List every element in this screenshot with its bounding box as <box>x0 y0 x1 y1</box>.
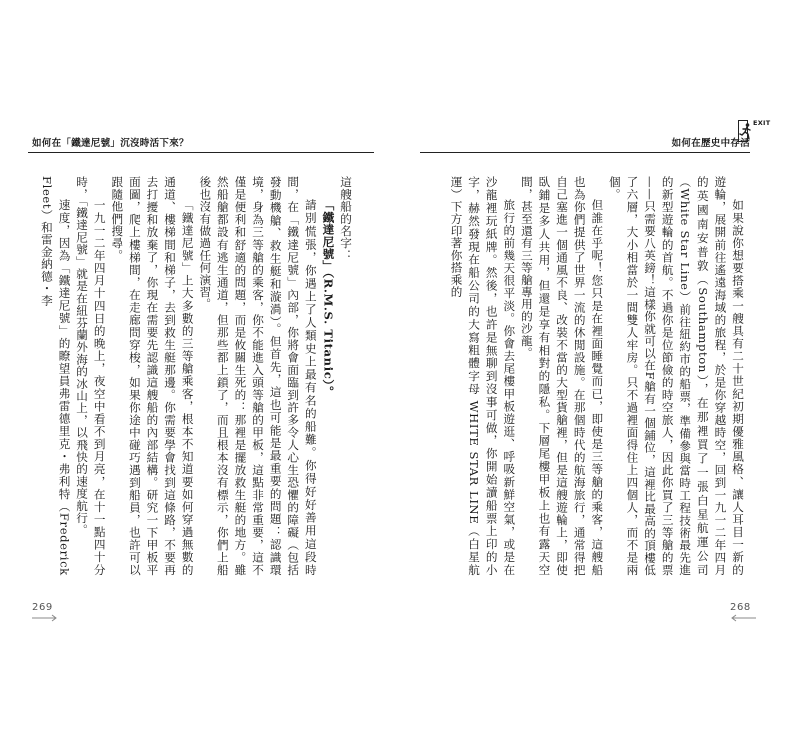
running-man-icon <box>738 120 752 142</box>
running-header-left: 如何在「鐵達尼號」沉沒時活下來？ <box>32 138 189 149</box>
left-page-body <box>34 176 354 576</box>
paragraph: 如果說你想要搭乘一艘具有二十世紀初期優雅風格、讓人耳目一新的遊輪，展開前往遙遠海域的旅程，於是你穿越時空，回到一九一二年四月的英國南安普敦（Southampton），在那裡買了一張白星航運公司（White Star Line）前往紐約市的船票，準備參與當時工程技術最先進的新型遊輪的首航。不過你是位節儉的時空旅人，因此你買了三等艙的票——只需要八英鎊！這樣你就可以在F艙有一個鋪位，這裡比最高的頂樓低了六層，大小相當於一間雙人牢房。只不過裡面得住上四個人，而不是兩個。 <box>607 176 745 576</box>
right-page <box>410 118 772 638</box>
running-header-right: 如何在歷史中存活 <box>671 138 750 149</box>
paragraph: 速度，因為「鐵達尼號」的瞭望員弗雷德里克・弗利特（Frederick Fleet）和雷金納德・李 <box>39 176 72 576</box>
arrow-right-icon <box>32 614 58 622</box>
paragraph: 請別慌張，你遇上了人類史上最有名的船難。你得好好善用這段時間，在「鐵達尼號」內部，你將會面臨到許多令人心生恐懼的障礙（包括發動機艙、救生艇和漩渦）。但首先，這也可能是最重要的問題：認識環境，身為三等艙的乘客，你不能進入頭等艙的甲板，這點非常重要，這不僅是便利和舒適的問題，而是攸關生死的：那裡是擺放救生艇的地方。雖然船艙都設有逃生通道，但那些都上鎖了，而且根本沒有標示，你們上船後也沒有做過任何演習。 <box>198 176 318 576</box>
paragraph: 但誰在乎呢！您只是在裡面睡覺而已，即使是三等艙的乘客，這艘船也為你們提供了世界一流的休閒設施。在那個時代的航海旅行，通常得把自己塞進一個通風不良、改裝不當的大型貨艙裡，但是這艘遊輪上，即使臥鋪是多人共用，但還是享有相對的隱私。下層尾樓甲板上也有露天空間，甚至還有三等艙專用的沙龍。 <box>519 176 605 576</box>
arrow-left-icon <box>730 614 756 622</box>
right-page-body <box>440 176 746 576</box>
header-rule-left <box>28 152 374 153</box>
paragraph: 「鐵達尼號」上大多數的三等艙乘客，根本不知道要如何穿過無數的通道、樓梯間和梯子，去到救生艇那邊。你需要學會找到這條路，不要再去打擾和放棄了，你現在需要先認識這艘船的內部結構。研究一下甲板平面圖，爬上樓梯間，在走廊問穿梭，如果你途中碰巧遇到船員，也許可以跟隨他們搜尋。 <box>110 176 195 576</box>
paragraph: 一九一二年四月十四日的晚上，夜空中看不到月亮，在十一點四十分時，「鐵達尼號」就是在紐芬蘭外海的冰山上，以飛快的速度航行。 <box>75 176 107 576</box>
paragraph: 這艘船的名字： <box>339 176 353 262</box>
page-number-text: 269 <box>32 602 53 613</box>
ship-name-heading: 「鐵達尼號」（R.M.S. Titanic）。 <box>321 199 336 399</box>
page-number-right <box>730 602 756 622</box>
left-page <box>28 118 390 638</box>
exit-logo-label: EXIT <box>753 119 771 127</box>
page-number-text: 268 <box>730 602 751 613</box>
exit-logo <box>738 118 772 144</box>
header-rule-right <box>420 152 750 153</box>
paragraph: 旅行的前幾天很平淡。你會去尾樓甲板遊逛、呼吸新鮮空氣，或是在沙龍裡玩紙牌。然後，也許是無聊到沒事可做，你開始讀船票上印的小字，赫然發現在船公司的大寫粗體字母 WHITE STAR LINE（白星航運）下方印著你搭乘的 <box>449 176 517 576</box>
page-number-left <box>32 602 58 622</box>
